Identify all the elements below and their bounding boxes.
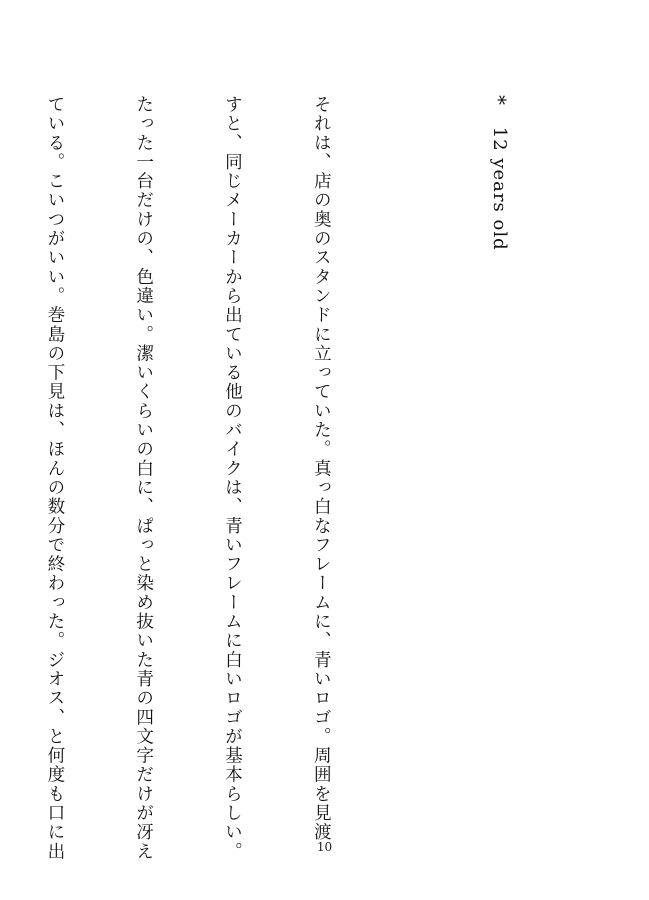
text-line: すと、同じメーカーから出ている他のバイクは、青いフレームに白いロゴが基本らしい。 bbox=[222, 95, 243, 861]
section-heading bbox=[483, 95, 514, 815]
text-line: ている。こいつがいい。巻島の下見は、ほんの数分で終わった。ジオス、と何度も口に出 bbox=[44, 95, 65, 861]
section-mark: * bbox=[486, 95, 511, 106]
text-line: それは、店の奥のスタンドに立っていた。真っ白なフレームに、青いロゴ。周囲を見渡 bbox=[311, 95, 332, 842]
page-number: 10 bbox=[316, 840, 333, 854]
section-title: 12 years old bbox=[488, 126, 510, 251]
text-line: たった一台だけの、色違い。潔いくらいの白に、ぱっと染め抜いた青の四文字だけが冴え bbox=[133, 95, 154, 861]
blank-line bbox=[394, 95, 424, 815]
